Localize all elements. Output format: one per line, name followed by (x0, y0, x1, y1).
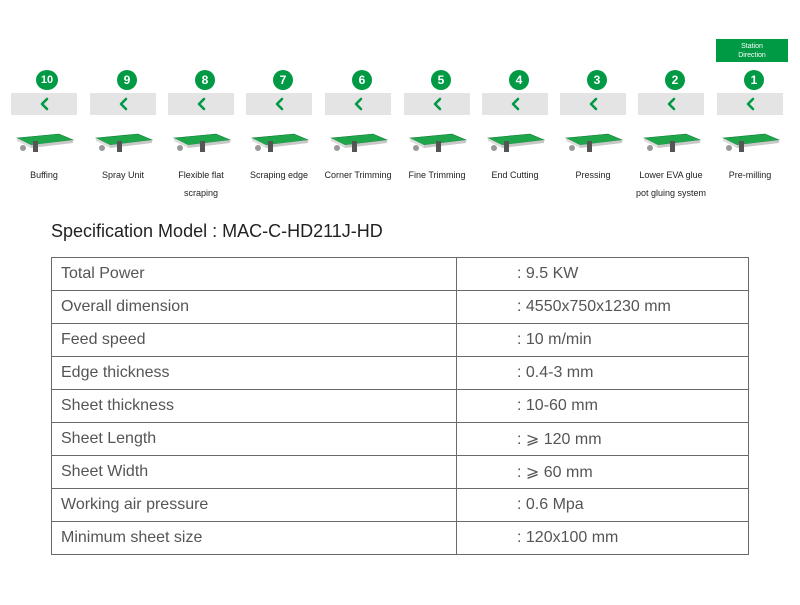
station-9 (90, 70, 156, 200)
chevron-left-icon (273, 97, 287, 111)
spec-key: Edge thickness (52, 357, 457, 390)
spec-row (52, 324, 749, 357)
chevron-left-icon (587, 97, 601, 111)
station-label (470, 166, 560, 184)
chevron-left-icon (744, 97, 758, 111)
station-number-badge: 6 (352, 70, 372, 90)
station-number-badge: 3 (587, 70, 607, 90)
spec-value: : 9.5 KW (457, 258, 749, 291)
station-4 (482, 70, 548, 200)
spec-row (52, 258, 749, 291)
station-8 (168, 70, 234, 200)
station-label (78, 166, 168, 184)
station-label (156, 166, 246, 202)
station-label (705, 166, 795, 184)
station-label-line: Lower EVA glue (639, 170, 703, 180)
chevron-left-icon (352, 97, 366, 111)
station-number-badge: 1 (744, 70, 764, 90)
station-6 (325, 70, 391, 200)
station-direction-badge (716, 39, 788, 62)
machine-unit-icon (719, 128, 781, 158)
spec-row (52, 522, 749, 555)
station-label (313, 166, 403, 184)
machine-unit-icon (562, 128, 624, 158)
station-label (548, 166, 638, 184)
station-label-line: scraping (183, 188, 219, 198)
spec-key: Feed speed (52, 324, 457, 357)
station-7 (246, 70, 312, 200)
station-label-line: Corner Trimming (324, 170, 392, 180)
spec-value: : ⩾ 60 mm (457, 456, 749, 489)
spec-row (52, 390, 749, 423)
direction-bar (404, 93, 470, 115)
station-label (626, 166, 716, 202)
station-label (392, 166, 482, 184)
direction-bar (90, 93, 156, 115)
direction-bar (638, 93, 704, 115)
direction-bar (246, 93, 312, 115)
spec-key: Sheet Length (52, 423, 457, 456)
machine-unit-icon (484, 128, 546, 158)
station-2 (635, 70, 707, 200)
spec-row (52, 456, 749, 489)
station-label-line: pot gluing system (635, 188, 707, 198)
spec-value: : 120x100 mm (457, 522, 749, 555)
station-direction-line-2: Direction (738, 52, 766, 59)
station-label-line: Flexible flat (178, 170, 224, 180)
station-label-line: Fine Trimming (408, 170, 466, 180)
spec-value: : ⩾ 120 mm (457, 423, 749, 456)
direction-bar (11, 93, 77, 115)
machine-unit-icon (248, 128, 310, 158)
machine-unit-icon (406, 128, 468, 158)
direction-bar (168, 93, 234, 115)
direction-bar (325, 93, 391, 115)
spec-value: : 0.6 Mpa (457, 489, 749, 522)
spec-row (52, 357, 749, 390)
spec-table (51, 257, 749, 555)
chevron-left-icon (195, 97, 209, 111)
chevron-left-icon (431, 97, 445, 111)
station-5 (404, 70, 470, 200)
chevron-left-icon (509, 97, 523, 111)
direction-bar (717, 93, 783, 115)
station-label-line: Spray Unit (101, 170, 145, 180)
spec-value: : 10 m/min (457, 324, 749, 357)
spec-key: Overall dimension (52, 291, 457, 324)
station-3 (560, 70, 626, 200)
station-label-line: Scraping edge (249, 170, 309, 180)
station-direction-line-1: Station (741, 43, 763, 50)
spec-row (52, 489, 749, 522)
direction-bar (482, 93, 548, 115)
station-1 (717, 70, 783, 200)
spec-value: : 4550x750x1230 mm (457, 291, 749, 324)
station-label-line: Pre-milling (728, 170, 772, 180)
chevron-left-icon (117, 97, 131, 111)
station-number-badge: 4 (509, 70, 529, 90)
machine-unit-icon (640, 128, 702, 158)
spec-row (52, 423, 749, 456)
direction-bar (560, 93, 626, 115)
station-number-badge: 9 (117, 70, 137, 90)
station-label (0, 166, 89, 184)
spec-key: Minimum sheet size (52, 522, 457, 555)
spec-value: : 0.4-3 mm (457, 357, 749, 390)
station-10 (11, 70, 77, 200)
machine-unit-icon (92, 128, 154, 158)
station-number-badge: 2 (665, 70, 685, 90)
station-label-line: End Cutting (491, 170, 539, 180)
spec-key: Working air pressure (52, 489, 457, 522)
station-label-line: Buffing (30, 170, 58, 180)
station-number-badge: 5 (431, 70, 451, 90)
chevron-left-icon (38, 97, 52, 111)
spec-row (52, 291, 749, 324)
machine-unit-icon (170, 128, 232, 158)
spec-key: Sheet Width (52, 456, 457, 489)
spec-key: Total Power (52, 258, 457, 291)
station-number-badge: 8 (195, 70, 215, 90)
spec-key: Sheet thickness (52, 390, 457, 423)
spec-title: Specification Model : MAC-C-HD211J-HD (51, 221, 383, 241)
machine-unit-icon (327, 128, 389, 158)
spec-value: : 10-60 mm (457, 390, 749, 423)
station-label (234, 166, 324, 184)
machine-unit-icon (13, 128, 75, 158)
station-number-badge: 10 (36, 70, 58, 90)
station-label-line: Pressing (575, 170, 611, 180)
chevron-left-icon (665, 97, 679, 111)
station-number-badge: 7 (273, 70, 293, 90)
